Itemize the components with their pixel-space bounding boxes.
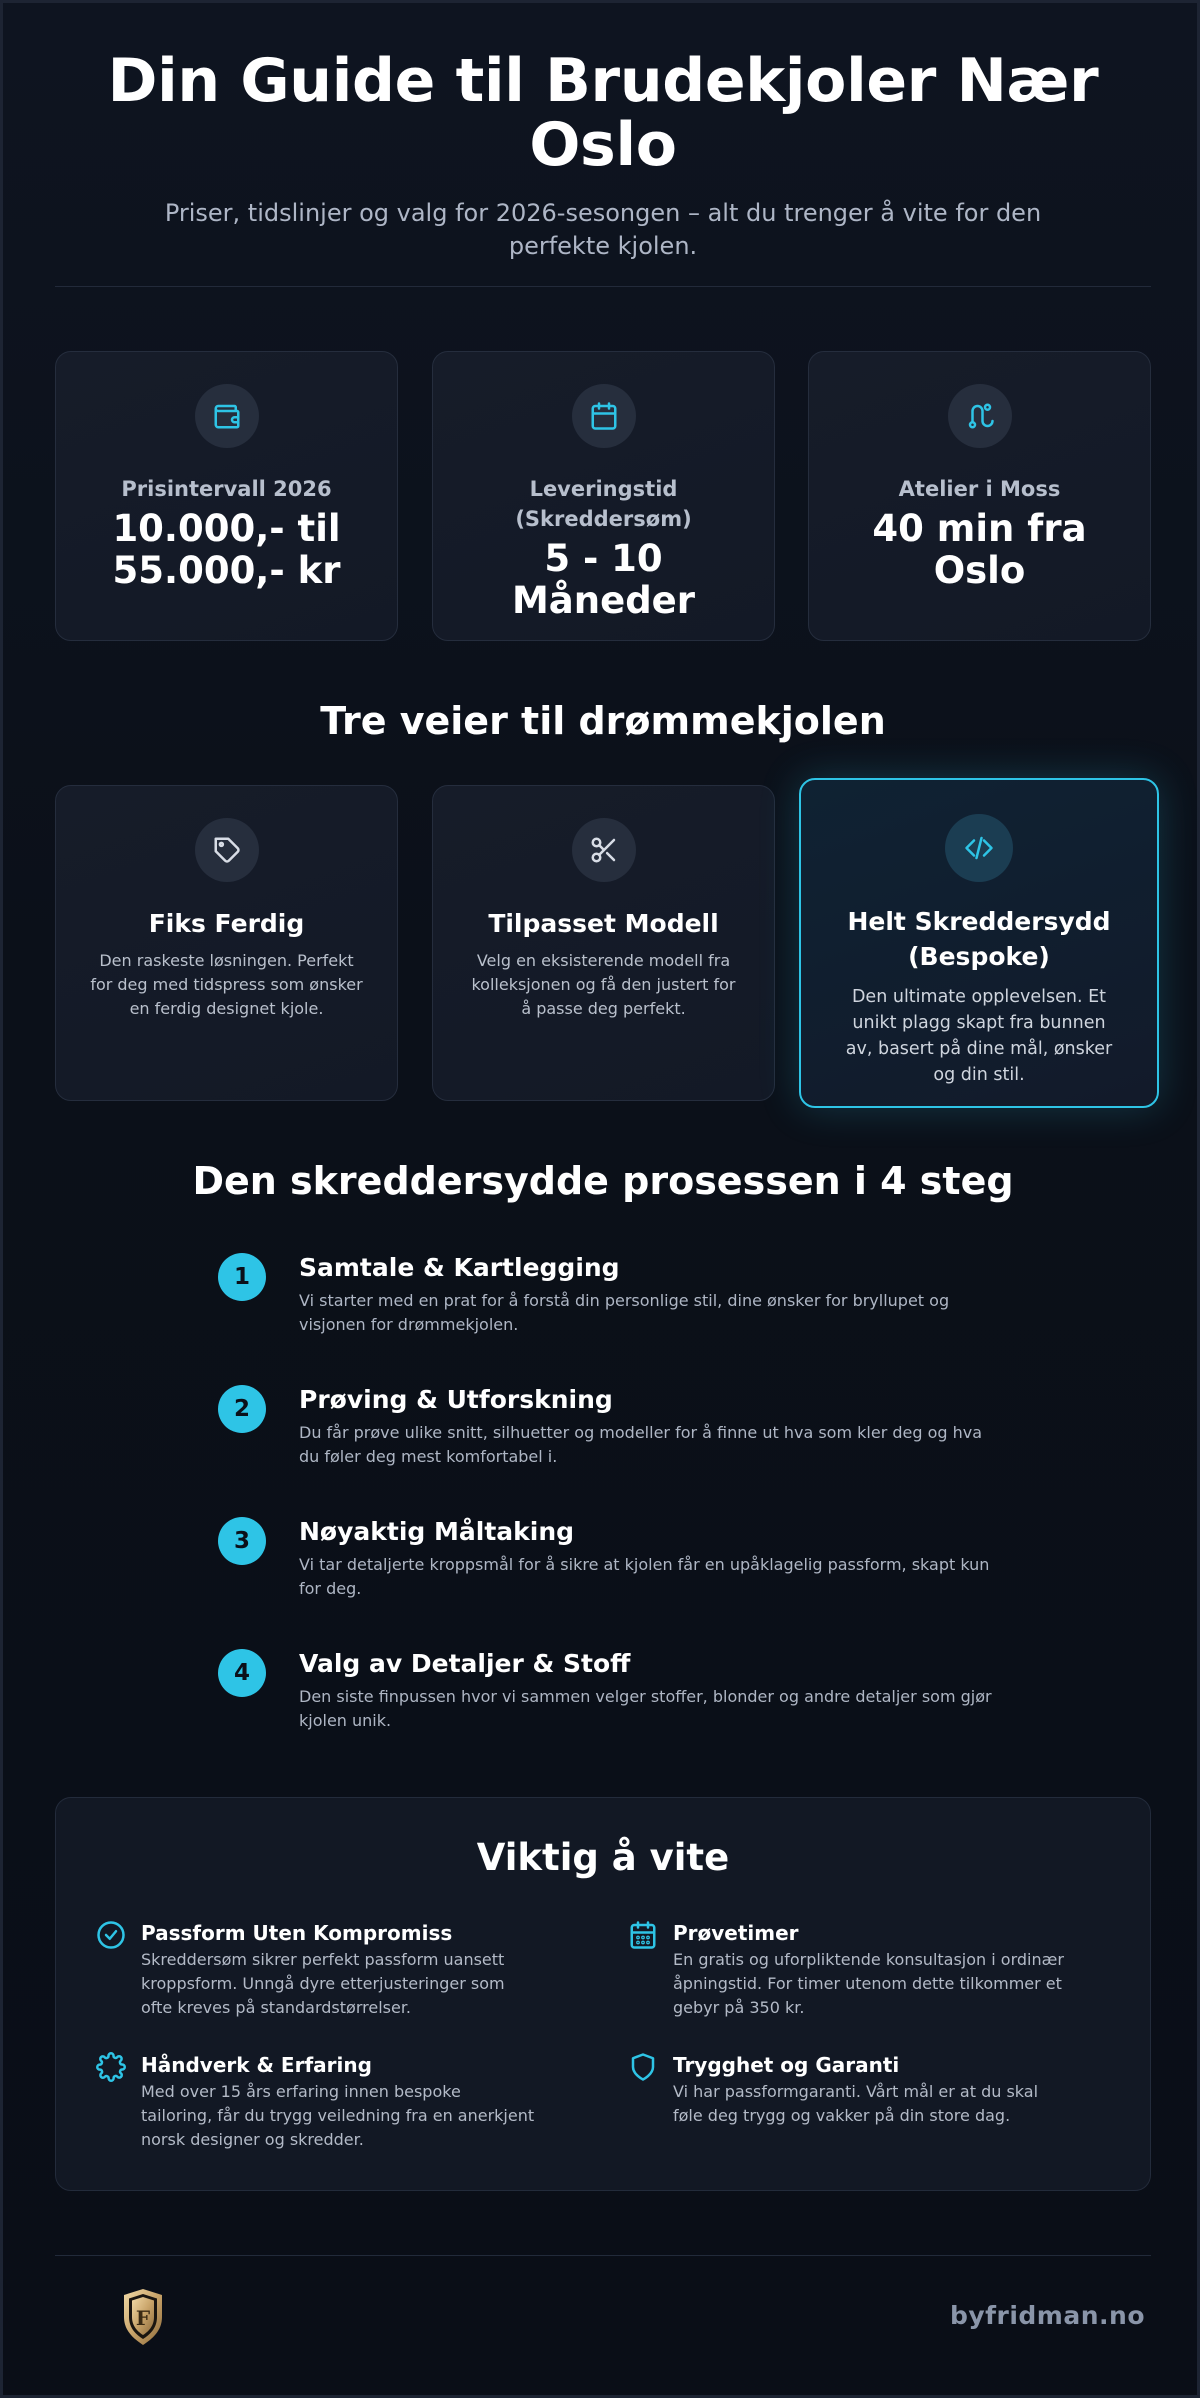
- step-title: Prøving & Utforskning: [299, 1385, 613, 1414]
- option-title: Helt Skreddersydd (Bespoke): [847, 907, 1111, 971]
- code-icon: [945, 814, 1013, 882]
- scissors-icon: [572, 818, 636, 882]
- step-number: 2: [218, 1385, 266, 1433]
- page-title: Din Guide til Brudekjoler Nær Oslo: [107, 46, 1099, 180]
- fact-title: Prøvetimer: [673, 1921, 799, 1945]
- puzzle-icon: [96, 2052, 126, 2082]
- fact-title: Håndverk & Erfaring: [141, 2053, 372, 2077]
- shield-icon: [628, 2052, 658, 2082]
- fact-text: Skreddersøm sikrer perfekt passform uansett kroppsform. Unngå dyre etterjusteringer som ofte kreves på standardstørrelser.: [141, 1950, 505, 2017]
- option-card-adjusted[interactable]: [432, 785, 775, 1101]
- logo-letter: F: [135, 2306, 151, 2330]
- info-fact: [96, 1920, 536, 2020]
- step-text: Vi tar detaljerte kroppsmål for å sikre at kjolen får en upåklagelig passform, skapt kun for deg.: [299, 1555, 990, 1598]
- step-number: 1: [218, 1253, 266, 1301]
- stat-label: Leveringstid (Skreddersøm): [515, 477, 692, 531]
- fact-title: Passform Uten Kompromiss: [141, 1921, 453, 1945]
- step-title: Samtale & Kartlegging: [299, 1253, 620, 1282]
- step-number: 3: [218, 1517, 266, 1565]
- stat-card-delivery: [432, 351, 775, 641]
- option-text: Den raskeste løsningen. Perfekt for deg med tidspress som ønsker en ferdig designet kjole.: [90, 951, 363, 1018]
- step-text: Du får prøve ulike snitt, silhuetter og modeller for å finne ut hva som kler deg og hva du føler deg mest komfortabel i.: [299, 1423, 983, 1466]
- step-title: Valg av Detaljer & Stoff: [299, 1649, 631, 1678]
- check-circle-icon: [96, 1920, 126, 1950]
- stat-value: 5 - 10 Måneder: [511, 537, 696, 622]
- option-card-bespoke[interactable]: [799, 778, 1159, 1108]
- step-text: Vi starter med en prat for å forstå din personlige stil, dine ønsker for bryllupet og visjonen for drømmekjolen.: [299, 1291, 950, 1334]
- info-title: Viktig å vite: [476, 1836, 730, 1879]
- info-fact: [628, 2052, 1068, 2128]
- stat-card-location: [808, 351, 1151, 641]
- option-card-ready-made[interactable]: [55, 785, 398, 1101]
- divider: [55, 286, 1151, 287]
- stat-label: Atelier i Moss: [898, 477, 1061, 501]
- step-number: 4: [218, 1649, 266, 1697]
- tag-icon: [195, 818, 259, 882]
- info-box: [55, 1797, 1151, 2191]
- options-section-title: Tre veier til drømmekjolen: [320, 699, 886, 743]
- stat-label: Prisintervall 2026: [121, 477, 332, 501]
- option-text: Den ultimate opplevelsen. Et unikt plagg skapt fra bunnen av, basert på dine mål, ønsker og din stil.: [845, 987, 1113, 1085]
- option-title: Fiks Ferdig: [148, 909, 305, 938]
- stat-value: 40 min fra Oslo: [872, 507, 1087, 592]
- option-title: Tilpasset Modell: [488, 909, 719, 938]
- footer-divider: [55, 2255, 1151, 2256]
- fact-title: Trygghet og Garanti: [673, 2053, 900, 2077]
- info-fact: [628, 1920, 1068, 2020]
- step-text: Den siste finpussen hvor vi sammen velger stoffer, blonder og andre detaljer som gjør kjolen unik.: [299, 1687, 992, 1730]
- info-fact: [96, 2052, 536, 2152]
- process-section-title: Den skreddersydde prosessen i 4 steg: [192, 1159, 1014, 1203]
- crest-logo[interactable]: [122, 2287, 164, 2347]
- route-icon: [948, 384, 1012, 448]
- footer-brand-link[interactable]: byfridman.no: [949, 2301, 1145, 2330]
- fact-text: Vi har passformgaranti. Vårt mål er at du skal føle deg trygg og vakker på din store dag.: [673, 2082, 1039, 2125]
- calendar-grid-icon: [628, 1920, 658, 1950]
- stat-card-price: [55, 351, 398, 641]
- fact-text: Med over 15 års erfaring innen bespoke tailoring, får du trygg veiledning fra en anerkjent norsk designer og skredder.: [141, 2082, 535, 2149]
- fact-text: En gratis og uforpliktende konsultasjon i ordinær åpningstid. For timer utenom dette tilkommer et gebyr på 350 kr.: [673, 1950, 1064, 2017]
- stat-value: 10.000,- til 55.000,- kr: [112, 507, 341, 592]
- wallet-icon: [195, 384, 259, 448]
- step-title: Nøyaktig Måltaking: [299, 1517, 575, 1546]
- header: [3, 46, 1200, 263]
- option-text: Velg en eksisterende modell fra kolleksjonen og få den justert for å passe deg perfekt.: [471, 951, 736, 1018]
- calendar-icon: [572, 384, 636, 448]
- page-subtitle: Priser, tidslinjer og valg for 2026-sesongen – alt du trenger å vite for den perfekte kjolen.: [164, 199, 1042, 260]
